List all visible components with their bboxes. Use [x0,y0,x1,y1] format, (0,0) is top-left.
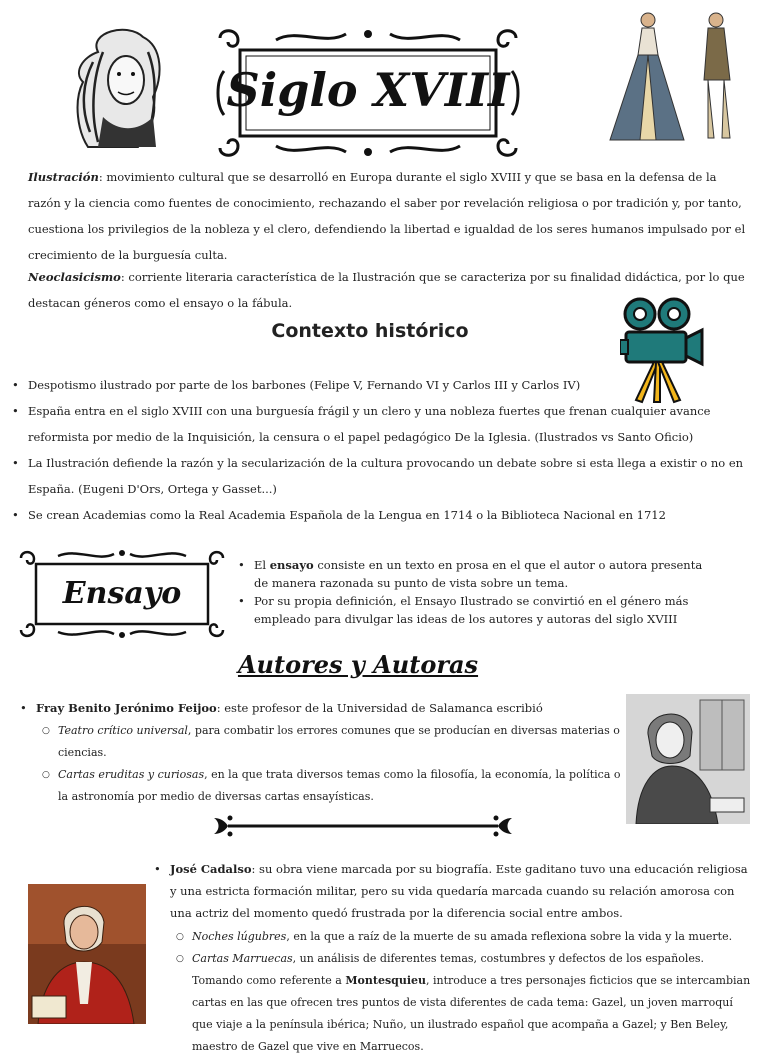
cadalso-item [152,858,754,924]
cadalso-work-text: , en la que a raíz de la muerte de su amada reflexiona sobre la vida y la muerte. [286,930,733,943]
definition-ilustracion [28,164,746,268]
feijoo-work-text: , en la que trata diversos temas como la filosofía, la economía, la política o la astronomía por medio de diversas cartas ensayísticas. [58,768,621,803]
cadalso-text: : su obra viene marcada por su biografía. Este gaditano tuvo una educación religiosa y una estricta formación militar, pero su vida quedaría marcada cuando su relación amorosa con una actriz del momento quedó frustrada por la diferencia social entre ambos. [170,862,748,920]
cadalso-work-title: Cartas Marruecas [192,952,293,965]
autores-title: Autores y Autoras [237,650,479,679]
montesquieu-name: Montesquieu [345,974,427,987]
feijoo-list [18,696,622,720]
cadalso-list [152,858,754,924]
contexto-item: • Despotismo ilustrado por parte de los barbones (Felipe V, Fernando VI y Carlos III y Carlos IV) [10,372,750,398]
ensayo-list [236,556,706,628]
contexto-item: • La Ilustración defiende la razón y la secularización de la cultura provocando un debate sobre si esta llega a existir o no en España. (Eugeni D'Ors, Ortega y Gasset...) [10,450,750,502]
ensayo-item: • Por su propia definición, el Ensayo Ilustrado se convirtió en el género más empleado para divulgar las ideas de los autores y autoras del siglo XVIII [236,592,706,628]
ensayo-item-pre: El [254,558,270,572]
contexto-item: • Se crean Academias como la Real Academia Española de la Lengua en 1714 o la Biblioteca Nacional en 1712 [10,502,750,528]
feijoo-text: : este profesor de la Universidad de Salamanca escribió [216,701,543,715]
cadalso-name: José Cadalso [170,862,252,876]
cadalso-work-text: , introduce a tres personajes ficticios que se intercambian cartas en las que ofrecen tres puntos de vista diferentes de cada tema: Gazel, un joven marroquí que viaje a la península ibérica; Nuño, un ilustrado español que acompaña a Gazel; y Ben Beley, maestro de Gazel que vive en Marruecos. [192,974,751,1053]
feijoo-name: Fray Benito Jerónimo Feijoo [36,701,217,715]
page-title: Siglo XVIII [226,63,510,117]
feijoo-works [40,720,630,808]
definition-neoclasicismo-text: : corriente literaria característica de la Ilustración que se caracteriza por su finalidad didáctica, por lo que destacan géneros como el ensayo o la fábula. [28,270,745,310]
feijoo-work-title: Cartas eruditas y curiosas [58,768,205,781]
contexto-list [10,372,750,528]
term-ilustracion: Ilustración [28,170,99,184]
contexto-item: • España entra en el siglo XVIII con una burguesía frágil y un clero y una nobleza fuertes que frenan cualquier avance reformista por medio de la Inquisición, la censura o el papel pedagógico De la Iglesia. (Ilustrados vs Santo Oficio) [10,398,750,450]
cadalso-work-title: Noches lúgubres [192,930,287,943]
ensayo-title: Ensayo [62,576,182,611]
title-frame [216,26,520,160]
ensayo-item [236,556,706,592]
cadalso-work [174,926,754,948]
ensayo-frame [18,548,226,640]
contexto-title: Contexto histórico [271,320,469,342]
definition-ilustracion-text: : movimiento cultural que se desarrolló en Europa durante el siglo XVIII y que se basa en la defensa de la razón y la ciencia como fuentes de conocimiento, rechazando el saber por revelación religiosa o por tradición y, por tanto, cuestiona los privilegios de la nobleza y el clero, defendiendo la libertad e igualdad de los seres humanos impulsado por el crecimiento de la burguesía culta. [28,170,746,262]
voltaire-portrait [68,22,172,150]
cadalso-work [174,948,754,1058]
ornament-divider-icon [208,812,518,840]
feijoo-portrait [626,694,750,824]
ensayo-item-post: consiste en un texto en prosa en el que el autor o autora presenta de manera razonada su punto de vista sobre un tema. [254,558,703,590]
cadalso-portrait [28,884,146,1024]
ensayo-term: ensayo [269,558,314,572]
feijoo-work [40,764,630,808]
cadalso-works [174,926,754,1058]
cadalso-work-text: , un análisis de diferentes temas, costumbres y defectos de los españoles. Tomando como referente a [192,952,704,987]
feijoo-work-text: , para combatir los errores comunes que se producían en diversas materias o ciencias. [58,724,620,759]
period-couple-illustration [604,10,738,142]
feijoo-item [18,696,622,720]
feijoo-work-title: Teatro crítico universal [58,724,188,737]
term-neoclasicismo: Neoclasicismo [28,270,121,284]
feijoo-work [40,720,630,764]
